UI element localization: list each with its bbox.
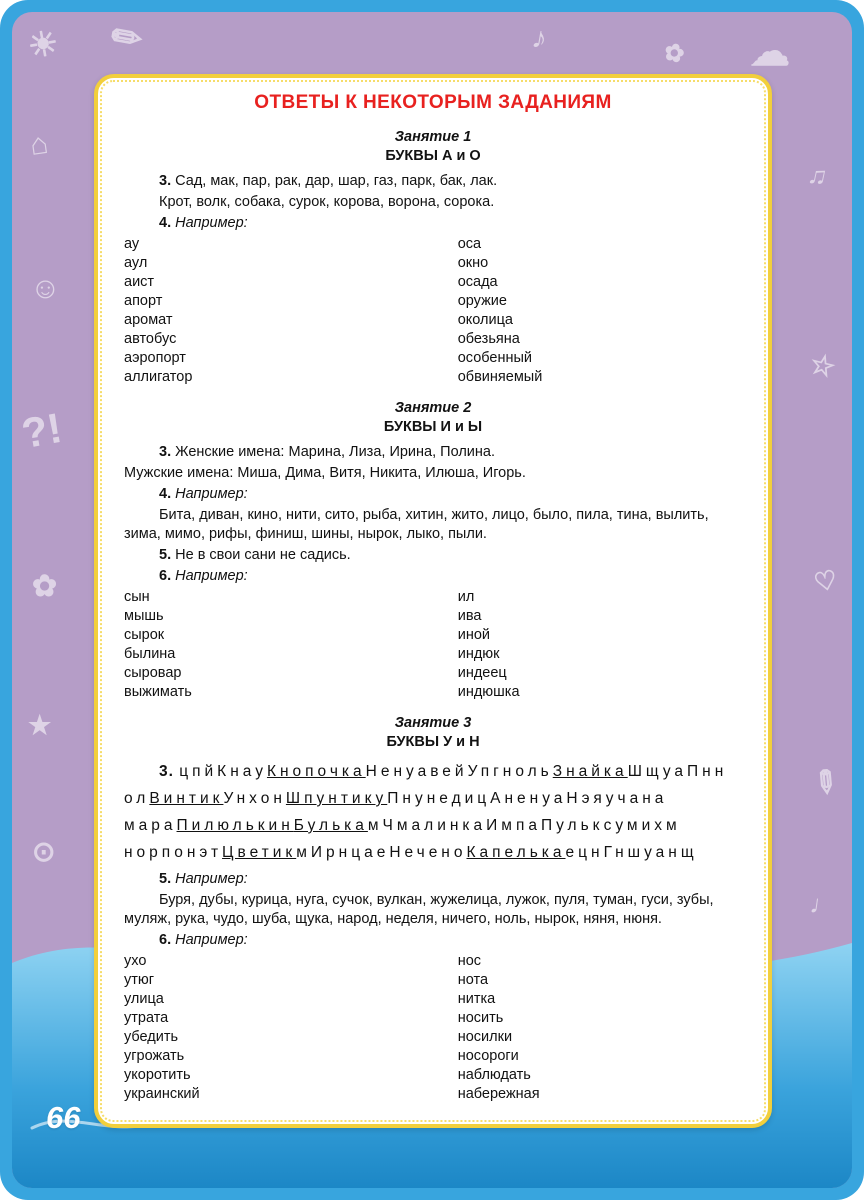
hidden-word: Винтик: [149, 790, 224, 807]
text-run: 5.: [159, 547, 176, 563]
doodle-icon: ⌂: [27, 126, 51, 163]
text-run: Мужские имена: Миша, Дима, Витя, Никита, Илюша, Игорь.: [124, 465, 526, 481]
pair-right: нос: [457, 953, 482, 969]
letter-run: НенуавейУпгноль: [365, 763, 553, 780]
doodle-icon: ⊙: [32, 836, 56, 867]
section-heading-line2: БУКВЫ У и Н: [386, 734, 480, 750]
text-run: Не в свои сани не садись.: [175, 547, 351, 563]
doodle-icon: ☀: [24, 23, 62, 67]
pair-right: нитка: [457, 991, 496, 1007]
answer-paragraph: [124, 172, 742, 191]
doodle-icon: ✿: [660, 37, 688, 70]
letter-line: [124, 785, 742, 812]
doodle-icon: ♡: [811, 563, 841, 599]
answer-paragraph: [124, 193, 742, 212]
pair-right: нота: [457, 972, 489, 988]
pair-left: украинский: [124, 1086, 200, 1102]
pair-row: [124, 645, 742, 664]
pair-row: [124, 990, 742, 1009]
hidden-word: Капелька: [466, 844, 566, 861]
answer-pairs: [124, 588, 742, 702]
pair-left: сыровар: [124, 665, 182, 681]
hidden-word: Цветик: [222, 844, 297, 861]
pair-right: особенный: [457, 350, 533, 366]
pair-left: ухо: [124, 953, 147, 969]
pair-left: ау: [124, 236, 140, 252]
pair-left: утрата: [124, 1010, 169, 1026]
pair-left: убедить: [124, 1029, 179, 1045]
letter-run: 3.: [159, 763, 180, 780]
doodle-icon: ✎: [102, 12, 151, 64]
text-run: 4.: [159, 215, 176, 231]
section-heading: [124, 128, 742, 166]
pair-row: [124, 1085, 742, 1104]
letter-run: ШщуаПнн: [627, 763, 728, 780]
letter-run: норпонэт: [124, 844, 223, 861]
answer-paragraph: [124, 870, 742, 889]
page-title: ОТВЕТЫ К НЕКОТОРЫМ ЗАДАНИЯМ: [254, 92, 612, 113]
letter-run: мара: [124, 817, 177, 834]
pair-row: [124, 368, 742, 387]
pair-right: индеец: [457, 665, 507, 681]
pair-right: носороги: [457, 1048, 519, 1064]
answer-paragraph: [124, 931, 742, 950]
sections-container: [124, 128, 742, 1104]
answer-paragraph: [124, 506, 742, 544]
pair-left: аул: [124, 255, 148, 271]
pair-row: [124, 1009, 742, 1028]
section-heading-line1: Занятие 3: [394, 715, 472, 731]
hidden-word: Знайка: [552, 763, 628, 780]
answer-paragraph: [124, 891, 742, 929]
answers-content: [98, 78, 768, 1124]
doodle-icon: ♩: [808, 888, 838, 922]
answer-pairs: [124, 235, 742, 387]
pair-right: обвиняемый: [457, 369, 543, 385]
answer-paragraph: [124, 443, 742, 462]
text-run: Крот, волк, собака, сурок, корова, ворона, сорока.: [159, 194, 495, 210]
pair-right: обезьяна: [457, 331, 520, 347]
pair-left: мышь: [124, 608, 164, 624]
section-heading-line2: БУКВЫ И и Ы: [383, 419, 483, 435]
pair-right: околица: [457, 312, 513, 328]
pair-row: [124, 235, 742, 254]
pair-right: индюшка: [457, 684, 520, 700]
hidden-word: Пилюлькин: [176, 817, 294, 834]
pair-row: [124, 273, 742, 292]
pair-row: [124, 254, 742, 273]
text-run: Бита, диван, кино, нити, сито, рыба, хитин, жито, лицо, было, пила, тина, вылить, зима, мимо, рифы, финиш, шины, нырок, лыко, пыли.: [124, 507, 709, 542]
doodle-icon: ✎: [804, 761, 846, 804]
pair-left: сын: [124, 589, 150, 605]
pair-right: окно: [457, 255, 489, 271]
pair-left: аромат: [124, 312, 173, 328]
letter-run: цпйКнау: [179, 763, 267, 780]
pair-row: [124, 330, 742, 349]
doodle-icon: ♫: [805, 158, 831, 192]
pair-left: укоротить: [124, 1067, 191, 1083]
pair-row: [124, 971, 742, 990]
section-heading-line1: Занятие 2: [394, 400, 472, 416]
pair-right: наблюдать: [457, 1067, 531, 1083]
letter-line: [124, 812, 742, 839]
section-heading: [124, 399, 742, 437]
pair-right: иной: [457, 627, 490, 643]
text-run: 3.: [159, 173, 176, 189]
doodle-icon: ♪: [529, 20, 550, 57]
hidden-word: Шпунтику: [285, 790, 388, 807]
pair-row: [124, 1047, 742, 1066]
answer-paragraph: [124, 464, 742, 483]
pair-row: [124, 952, 742, 971]
pair-left: утюг: [124, 972, 155, 988]
pair-left: выжимать: [124, 684, 192, 700]
text-run: 6.: [159, 568, 176, 584]
section-heading: [124, 714, 742, 752]
text-run: Например:: [175, 871, 248, 887]
doodle-icon: ✿: [32, 570, 58, 603]
letter-run: Унхон: [223, 790, 286, 807]
letter-run: мЧмалинкаИмпаПульксумихм: [367, 817, 681, 834]
pair-row: [124, 1066, 742, 1085]
pair-right: носилки: [457, 1029, 513, 1045]
pair-left: аэропорт: [124, 350, 186, 366]
pair-right: набережная: [457, 1086, 540, 1102]
pair-left: угрожать: [124, 1048, 185, 1064]
pair-right: индюк: [457, 646, 500, 662]
pair-right: оружие: [457, 293, 507, 309]
pair-right: ива: [457, 608, 482, 624]
doodle-icon: ☺: [30, 272, 61, 305]
text-run: 6.: [159, 932, 176, 948]
pair-row: [124, 311, 742, 330]
section-heading-line1: Занятие 1: [394, 129, 472, 145]
pair-row: [124, 1028, 742, 1047]
pair-row: [124, 607, 742, 626]
letter-run: ол: [124, 790, 150, 807]
pair-left: былина: [124, 646, 176, 662]
text-run: 4.: [159, 486, 176, 502]
pair-row: [124, 626, 742, 645]
page-number: 66: [46, 1100, 81, 1135]
text-run: Буря, дубы, курица, нуга, сучок, вулкан, жужелица, лужок, пуля, туман, гуси, зубы, муляж, рука, чудо, шуба, щука, народ, неделя, ничего, ноль, нырок, няня, нюня.: [124, 892, 714, 927]
pair-row: [124, 683, 742, 702]
hidden-word: Кнопочка: [266, 763, 366, 780]
doodle-icon: ★: [28, 710, 52, 740]
letter-line: [124, 758, 742, 785]
text-run: 5.: [159, 871, 176, 887]
pair-left: апорт: [124, 293, 163, 309]
doodle-icon: ?!: [18, 403, 66, 458]
text-run: Сад, мак, пар, рак, дар, шар, газ, парк, бак, лак.: [175, 173, 498, 189]
pair-row: [124, 292, 742, 311]
pair-left: аллигатор: [124, 369, 193, 385]
letter-run: ецнГншуанщ: [565, 844, 698, 861]
pair-left: улица: [124, 991, 164, 1007]
answer-pairs: [124, 952, 742, 1104]
pair-left: аист: [124, 274, 155, 290]
section-heading-line2: БУКВЫ А и О: [385, 148, 481, 164]
answer-paragraph: [124, 546, 742, 565]
doodle-icon: ☆: [806, 347, 839, 384]
text-run: 3.: [159, 444, 176, 460]
answer-paragraph: [124, 485, 742, 504]
text-run: Женские имена: Марина, Лиза, Ирина, Полина.: [175, 444, 495, 460]
text-run: Например:: [175, 568, 248, 584]
pair-row: [124, 664, 742, 683]
pair-right: оса: [457, 236, 482, 252]
answer-paragraph: [124, 567, 742, 586]
text-run: Например:: [175, 932, 248, 948]
text-run: Например:: [175, 215, 248, 231]
doodle-icon: ☁: [750, 30, 790, 74]
letter-grid: [124, 758, 742, 866]
pair-row: [124, 349, 742, 368]
hidden-word: Булька: [293, 817, 368, 834]
letter-line: [124, 839, 742, 866]
pair-right: ил: [457, 589, 475, 605]
letter-run: ПнунедицАненуаНэяучана: [387, 790, 668, 807]
pair-right: осада: [457, 274, 498, 290]
pair-row: [124, 588, 742, 607]
text-run: Например:: [175, 486, 248, 502]
pair-right: носить: [457, 1010, 504, 1026]
pair-left: сырок: [124, 627, 165, 643]
pair-left: автобус: [124, 331, 177, 347]
letter-run: мИрнцаеНечено: [296, 844, 467, 861]
answer-paragraph: [124, 214, 742, 233]
answers-card: [94, 74, 772, 1128]
